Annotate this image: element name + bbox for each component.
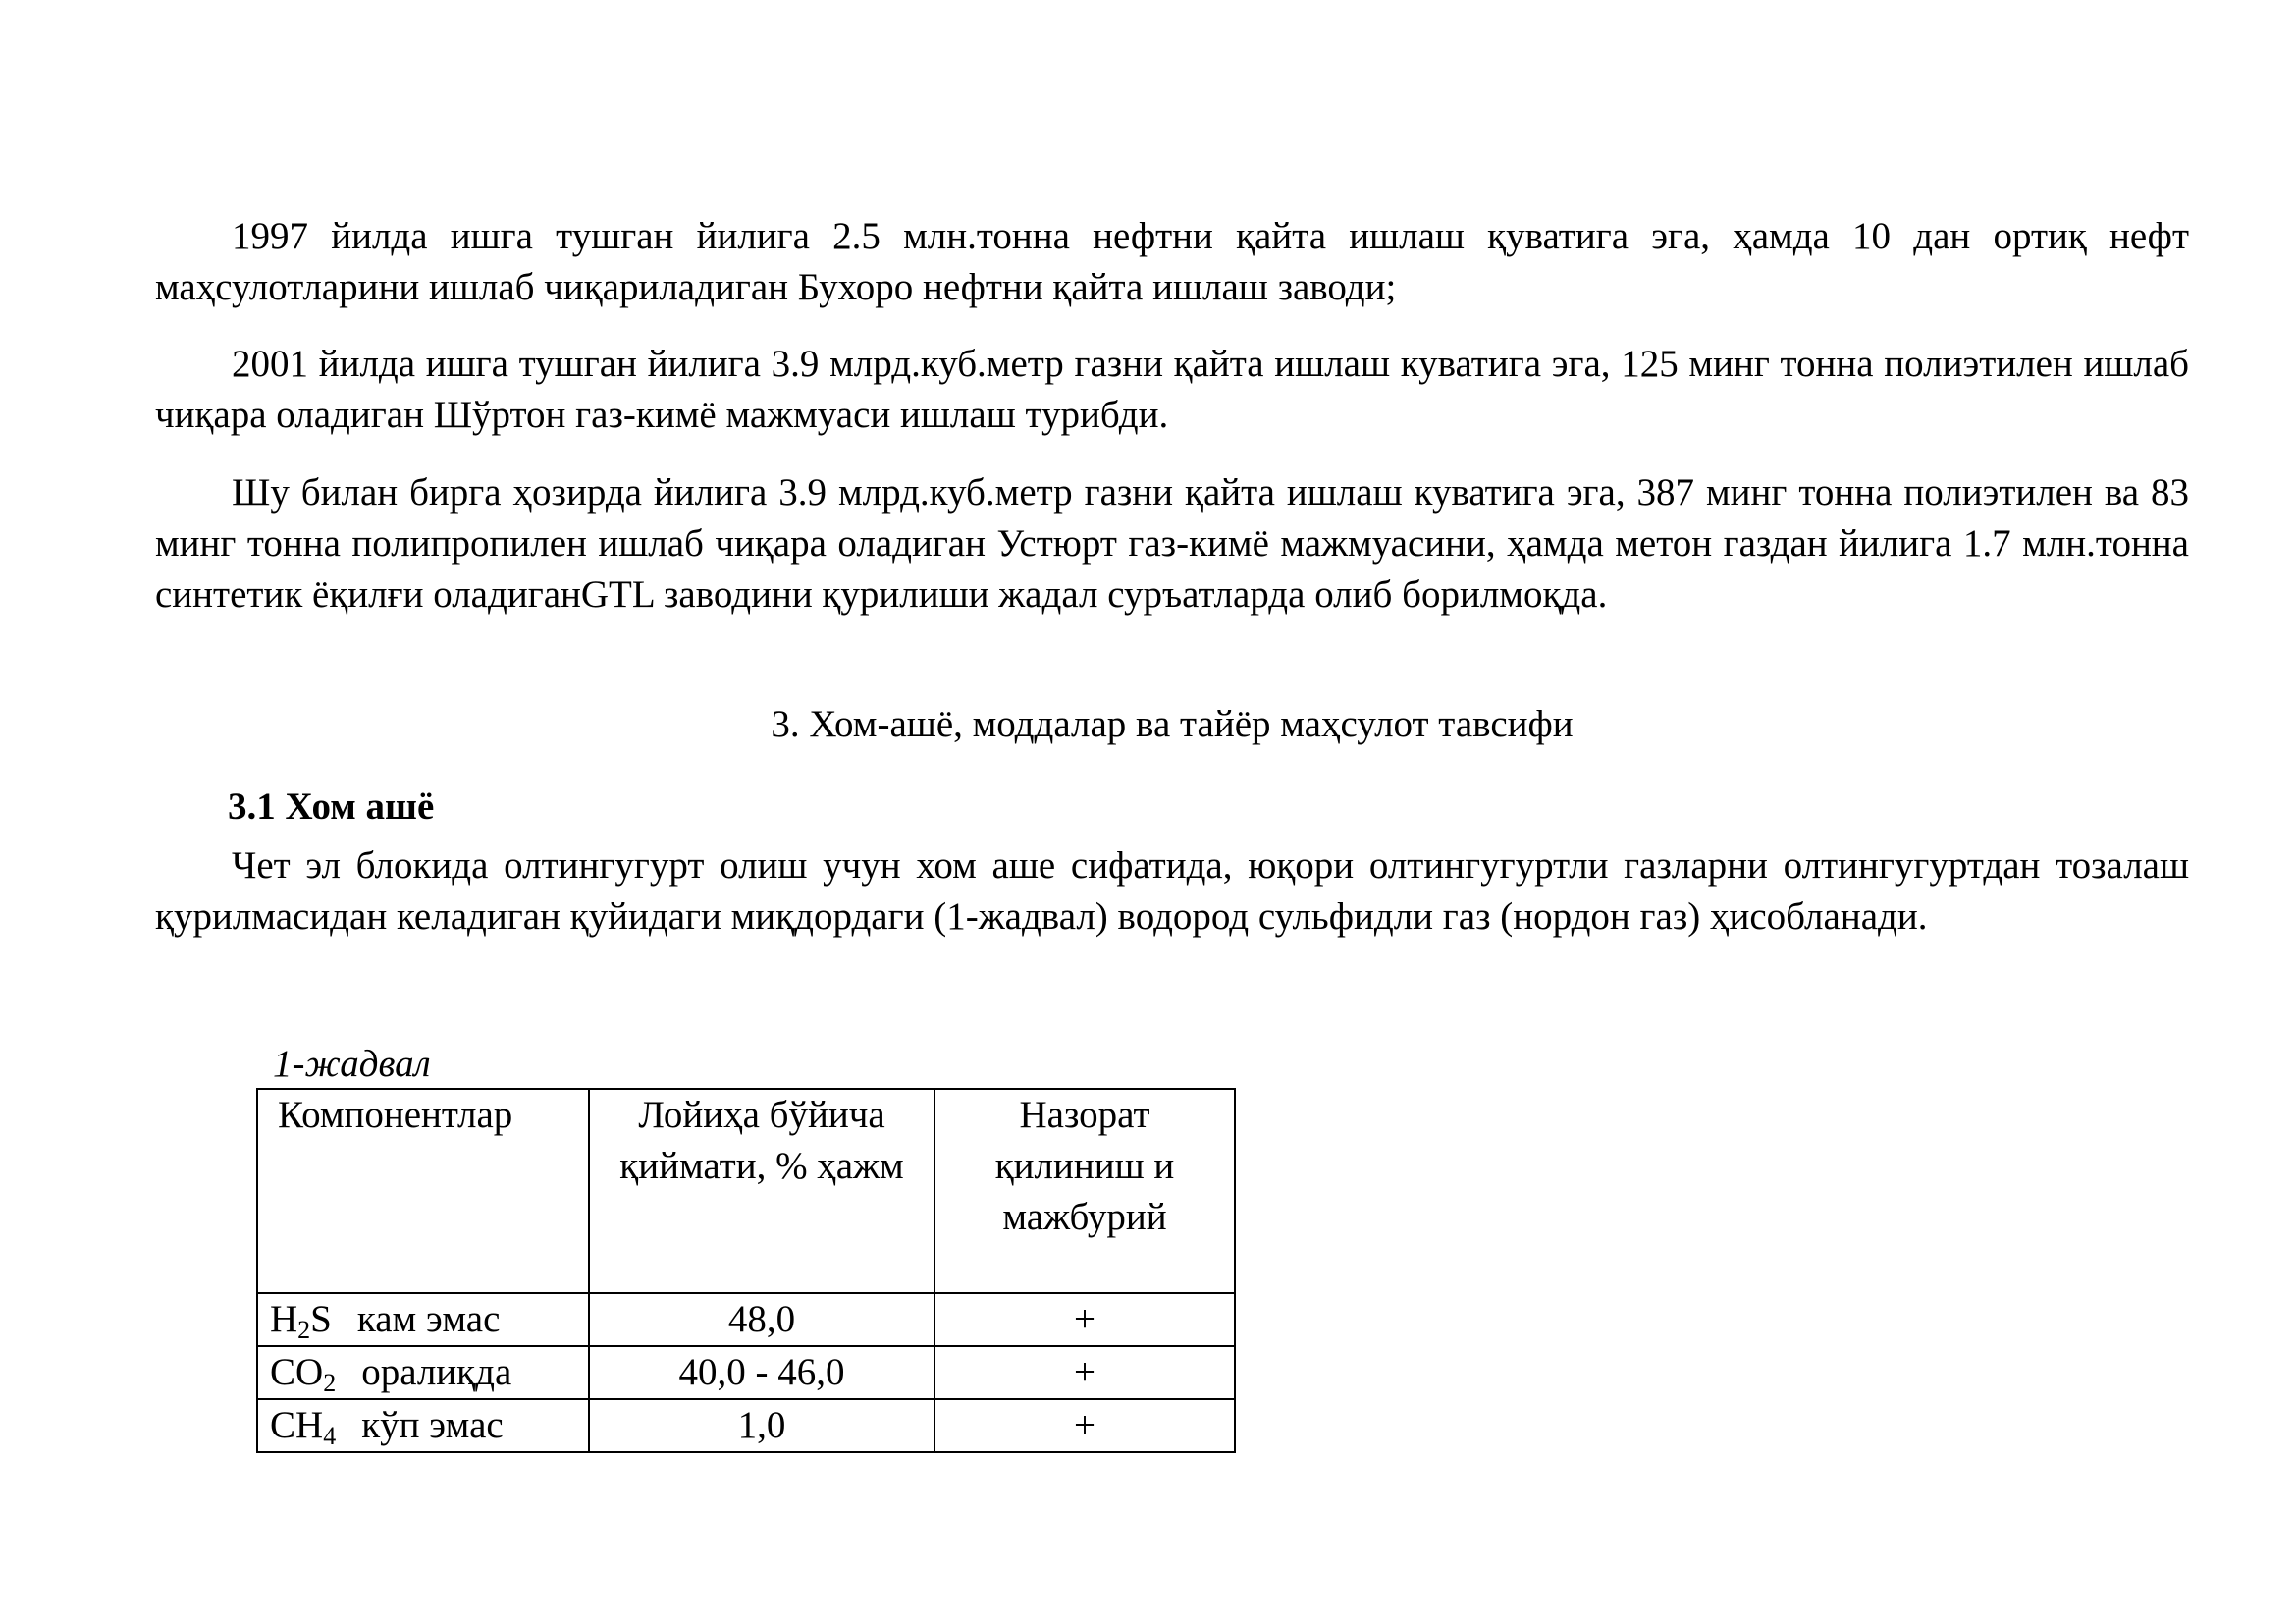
chemical-formula: $CO_2$ — [270, 1351, 337, 1397]
table-header-row — [257, 1089, 1235, 1293]
condition-text: кам эмас — [356, 1298, 501, 1340]
component-cell — [257, 1346, 589, 1399]
condition-text: кўп эмас — [361, 1404, 504, 1446]
paragraph-bukhara-refinery: 1997 йилда ишга тушган йилига 2.5 млн.тонна нефтни қайта ишлаш қуватига эга, ҳамда 10 дан ортиқ нефт маҳсулотларини ишлаб чиқариладиган Бухоро нефтни қайта ишлаш заводи; — [155, 215, 2189, 308]
value-cell: 1,0 — [589, 1399, 934, 1452]
header-components: Компонентлар — [257, 1089, 589, 1293]
paragraph-ustyurt-complex: Шу билан бирга ҳозирда йилига 3.9 млрд.куб.метр газни қайта ишлаш куватига эга, 387 минг тонна полиэтилен ва 83 минг тонна полипропилен ишлаб чиқара оладиган Устюрт газ-кимё мажмуасини, ҳамда метон газдан йилига 1.7 млн.тонна синтетик ёқилғи оладиганGTL заводини қурилиши жадал суръатларда олиб борилмоқда. — [155, 471, 2189, 616]
value-cell: 48,0 — [589, 1293, 934, 1346]
control-cell: + — [934, 1399, 1235, 1452]
section-title: 3. Хом-ашё, моддалар ва тайёр маҳсулот тавсифи — [771, 703, 1574, 745]
control-cell: + — [934, 1293, 1235, 1346]
control-cell: + — [934, 1346, 1235, 1399]
component-cell — [257, 1399, 589, 1452]
header-design-value: Лойиҳа бўйича қиймати, % ҳажм — [589, 1089, 934, 1293]
table-row — [257, 1346, 1235, 1399]
paragraph-shurtan-complex: 2001 йилда ишга тушган йилига 3.9 млрд.куб.метр газни қайта ишлаш куватига эга, 125 минг тонна полиэтилен ишлаб чиқара оладиган Шўртон газ-кимё мажмуаси ишлаш турибди. — [155, 343, 2189, 436]
condition-text: оралиқда — [361, 1351, 512, 1393]
component-cell — [257, 1293, 589, 1346]
chemical-formula: $CH_4$ — [270, 1404, 337, 1450]
composition-table — [256, 1088, 1236, 1453]
table-row — [257, 1399, 1235, 1452]
value-cell: 40,0 - 46,0 — [589, 1346, 934, 1399]
paragraph-raw-material: Чет эл блокида олтингугурт олиш учун хом аше сифатида, юқори олтингугуртли газларни олтингугуртдан тозалаш қурилмасидан келадиган қуйидаги миқдордаги (1-жадвал) водород сульфидли газ (нордон газ) ҳисобланади. — [155, 844, 2189, 938]
chemical-formula: $H_2S$ — [270, 1298, 332, 1344]
table-row — [257, 1293, 1235, 1346]
table-caption: 1-жадвал — [273, 1043, 431, 1085]
subsection-title: 3.1 Хом ашё — [228, 785, 435, 828]
header-control: Назорат қилиниш и мажбурий — [934, 1089, 1235, 1293]
